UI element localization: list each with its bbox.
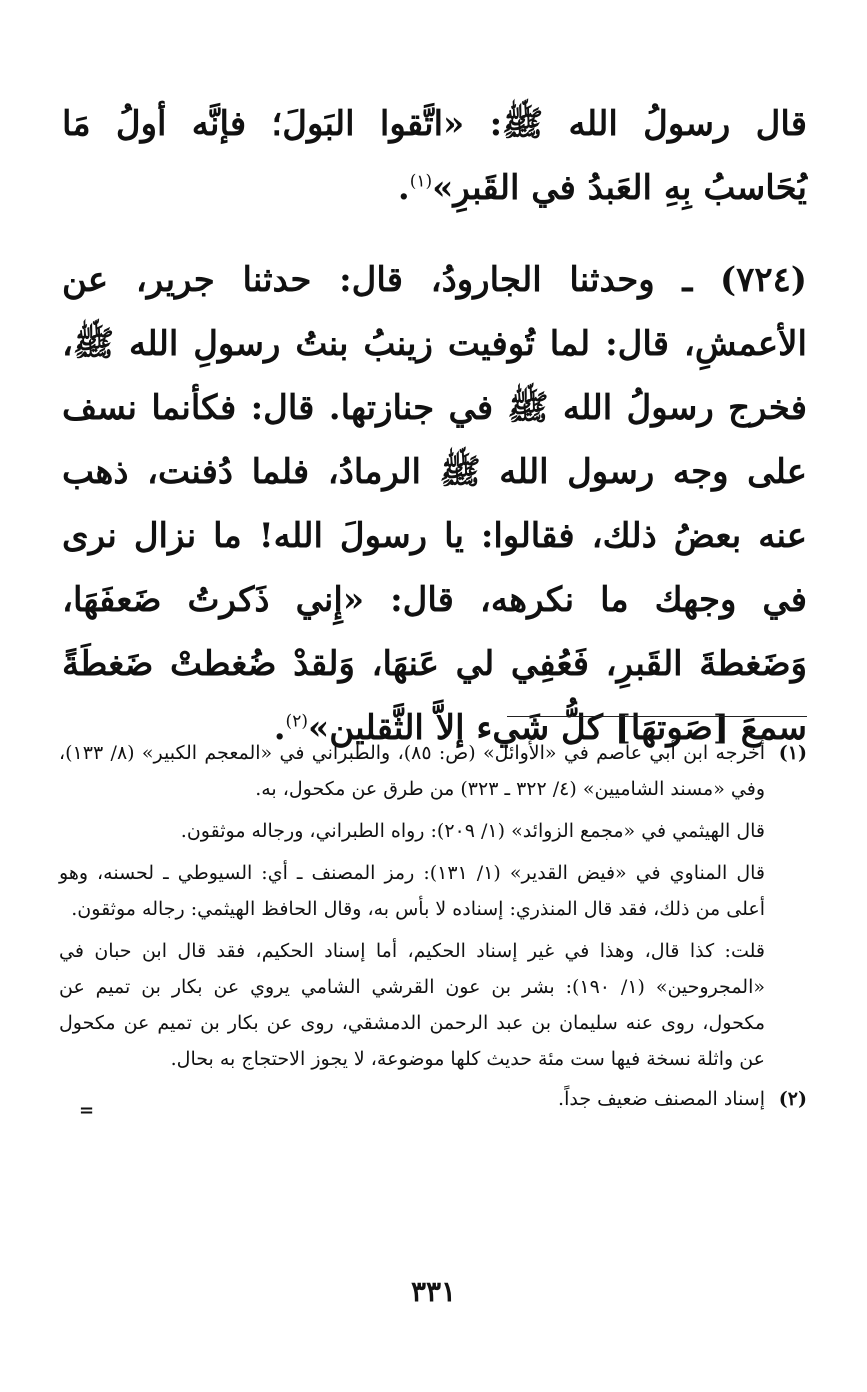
footnote-end-mark: = xyxy=(79,1100,95,1121)
paragraph-2-end: . xyxy=(273,708,286,748)
hadith-paragraph-2 xyxy=(62,248,807,760)
footnote-1-para-4: قلت: كذا قال، وهذا في غير إسناد الحكيم، أما إسناد الحكيم، فقد قال ابن حبان في «المجروحين» (١/ ١٩٠): بشر بن عون القرشي الشامي يروي عن بكار بن تميم عن مكحول، روى عنه سليمان بن عبد الرحمن الدمشقي، روى عن بكار بن تميم عن مكحول عن واثلة نسخة فيها ست مئة حديث كلها موضوعة، لا يجوز الاحتجاج به بحال. xyxy=(59,940,765,1070)
paragraph-1-text: قال رسولُ الله ﷺ: «اتَّقوا البَولَ؛ فإنَّه أولُ مَا يُحَاسبُ بِهِ العَبدُ في القَبرِ» xyxy=(62,104,807,208)
hadith-paragraph-1: قال رسولُ الله ﷺ: «اتَّقوا البَولَ؛ فإنَّه أولُ مَا يُحَاسبُ بِهِ العَبدُ في القَبرِ»$^{(١)}$. xyxy=(62,104,807,208)
footnote-1-para-2: قال الهيثمي في «مجمع الزوائد» (١/ ٢٠٩): رواه الطبراني، ورجاله موثقون. xyxy=(180,820,765,842)
footnotes-section xyxy=(59,735,807,1121)
footnote-2 xyxy=(59,1081,807,1121)
paragraph-2-text: (٧٢٤) ـ وحدثنا الجارودُ، قال: حدثنا جرير، عن الأعمشِ، قال: لما تُوفيت زينبُ بنتُ رسولِ الله ﷺ، فخرج رسولُ الله ﷺ في جنازتها. قال: فكأنما نسف على وجه رسول الله ﷺ الرمادُ، فلما دُفنت، ذهب عنه بعضُ ذلك، فقالوا: يا رسولَ الله! ما نزال نرى في وجهك ما نكرهه، قال: «إِني ذَكرتُ ضَعفَهَا، وَضَغطةَ القَبرِ، فَعُفِي لي عَنهَا، وَلقدْ ضُغطتْ ضَغطَةً سمعَ [صَوتهَا] كلُّ شَيء إلاَّ الثَّقلين» xyxy=(62,260,807,748)
footnote-1-number: (١) xyxy=(778,742,807,764)
footnote-1-para-1: أخرجه ابن أبي عاصم في «الأوائل» (ص: ٨٥)، والطبراني في «المعجم الكبير» (٨/ ١٣٣)، وفي «مسند الشاميين» (٤/ ٣٢٢ ـ ٣٢٣) من طرق عن مكحول، به. xyxy=(59,742,765,800)
main-text-block xyxy=(62,92,807,760)
footnote-1-para-3: قال المناوي في «فيض القدير» (١/ ١٣١): رمز المصنف ـ أي: السيوطي ـ لحسنه، وهو أعلى من ذلك، فقد قال المنذري: إسناده لا بأس به، وقال الحافظ الهيثمي: رجاله موثقون. xyxy=(59,862,765,920)
footnote-2-body xyxy=(59,1081,765,1117)
footnote-1 xyxy=(59,735,807,1077)
footnote-separator xyxy=(507,716,807,717)
footnote-2-para-1: إسناد المصنف ضعيف جداً. xyxy=(558,1088,765,1110)
footnote-ref-2[interactable]: (٢) xyxy=(285,711,308,732)
footnote-1-body xyxy=(59,735,765,1077)
page-number: ٣٣١ xyxy=(410,1275,457,1308)
footnote-ref-1[interactable]: (١) xyxy=(409,171,433,192)
footnote-2-number: (٢) xyxy=(778,1088,807,1110)
